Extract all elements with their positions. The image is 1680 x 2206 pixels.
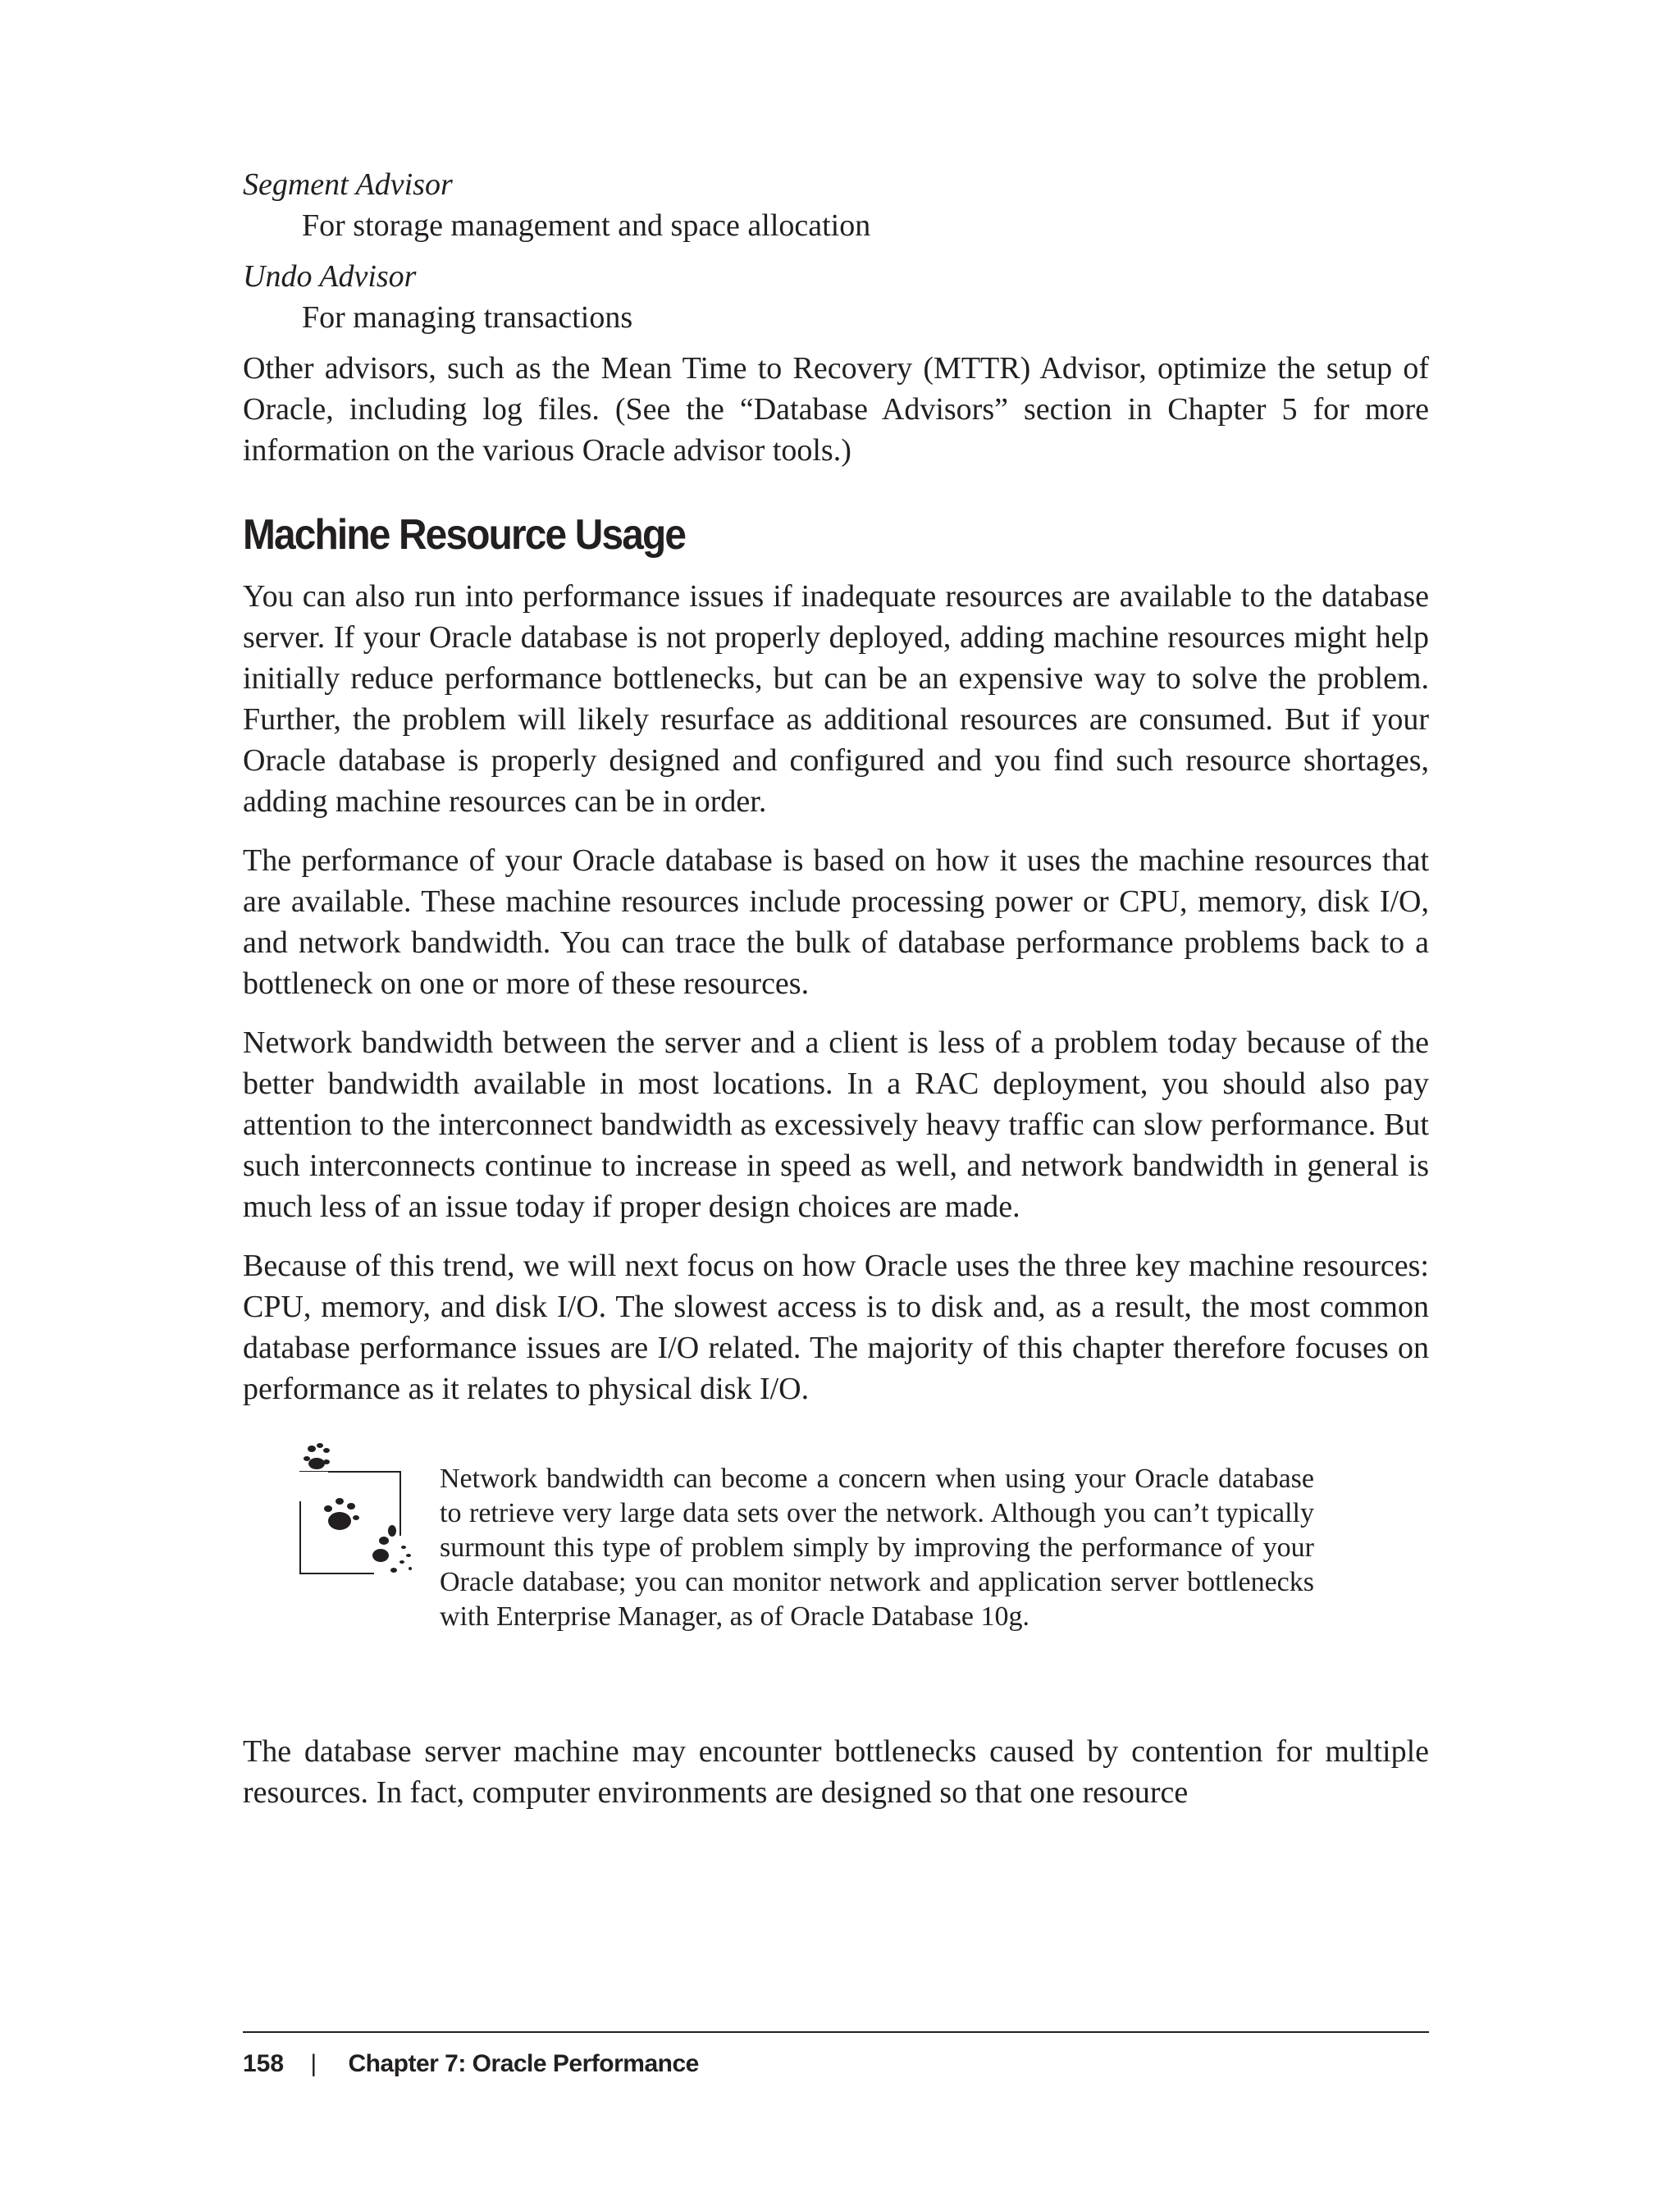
- page-number: 158: [243, 2050, 285, 2077]
- paragraph: You can also run into performance issues if inadequate resources are available to the database server. If your Oracle database is not properly deployed, adding machine resources might help initially reduce performance bottlenecks, but can be an expensive way to solve the problem. Further, the problem will likely resurface as additional resources are consumed. But if your Oracle database is properly designed and configured and you find such resource shortages, adding machine resources can be in order.: [243, 579, 1429, 819]
- chapter-title: Chapter 7: Oracle Performance: [348, 2050, 699, 2077]
- note-box: [243, 1439, 1429, 1685]
- definition-text-segment-advisor: For storage management and space allocation: [302, 208, 871, 243]
- definition-term-undo-advisor: Undo Advisor: [243, 259, 417, 294]
- definition-list: [243, 164, 1429, 338]
- page-content: [243, 164, 1429, 1831]
- footer-separator: |: [310, 2050, 317, 2077]
- paragraph: The performance of your Oracle database is based on how it uses the machine resources that are available. These machine resources include processing power or CPU, memory, disk I/O, and network bandwidth. You can trace the bulk of database performance problems back to a bottleneck on one or more of these resources.: [243, 843, 1429, 1001]
- paragraph: Because of this trend, we will next focus on how Oracle uses the three key machine resources: CPU, memory, and disk I/O. The slowest access is to disk and, as a result, the most common database performance issues are I/O related. The majority of this chapter therefore focuses on performance as it relates to physical disk I/O.: [243, 1249, 1429, 1406]
- note-text: Network bandwidth can become a concern when using your Oracle database to retrieve very large data sets over the network. Although you can’t typically surmount this type of problem simply by improving the performance of your Oracle database; you can monitor network and application server bottlenecks with Enterprise Manager, as of Oracle Database 10g.: [440, 1464, 1314, 1632]
- paragraph: Network bandwidth between the server and a client is less of a problem today because of the better bandwidth available in most locations. In a RAC deployment, you should also pay attention to the interconnect bandwidth as excessively heavy traffic can slow performance. But such interconnects continue to increase in speed as well, and network bandwidth in general is much less of an issue today if proper design choices are made.: [243, 1025, 1429, 1224]
- definition-text-undo-advisor: For managing transactions: [302, 300, 633, 335]
- page-footer: [243, 2031, 1429, 2080]
- definition-term-segment-advisor: Segment Advisor: [243, 167, 453, 202]
- paragraph-final: The database server machine may encounter bottlenecks caused by contention for multiple resources. In fact, computer environments are designed so that one resource: [243, 1734, 1429, 1810]
- paragraph-intro: Other advisors, such as the Mean Time to Recovery (MTTR) Advisor, optimize the setup of Oracle, including log files. (See the “Database Advisors” section in Chapter 5 for more information on the various Oracle advisor tools.): [243, 351, 1429, 468]
- paw-print-note-icon: [294, 1439, 425, 1578]
- section-heading: Machine Resource Usage: [243, 511, 686, 559]
